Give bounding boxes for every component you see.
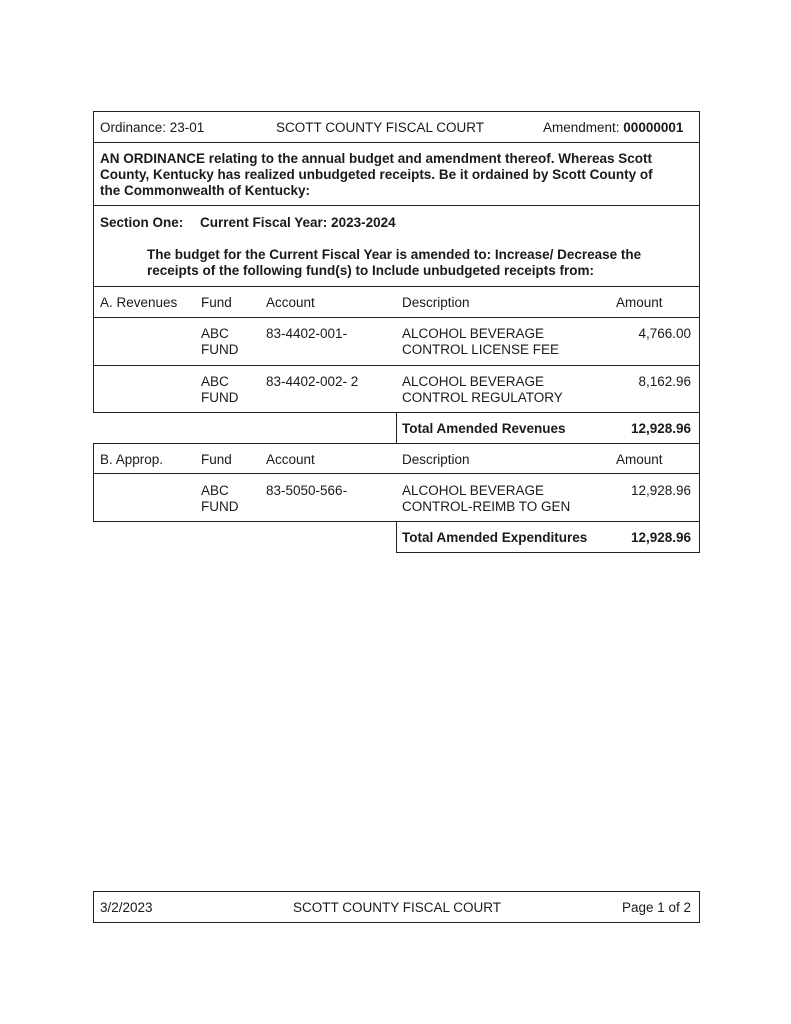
description: ALCOHOL BEVERAGE <box>402 483 545 498</box>
fund: ABC <box>201 326 229 341</box>
approp-col-amount: Amount <box>616 452 663 467</box>
account: 83-5050-566- <box>266 483 348 498</box>
revenues-col-account: Account <box>266 295 315 310</box>
amendment-label: Amendment: <box>543 120 624 135</box>
footer-court-name: SCOTT COUNTY FISCAL COURT <box>293 900 502 915</box>
fiscal-year: Current Fiscal Year: 2023-2024 <box>200 215 396 230</box>
revenues-col-amount: Amount <box>616 295 663 310</box>
amount: 12,928.96 <box>630 483 691 498</box>
preamble-line-1: AN ORDINANCE relating to the annual budget and amendment thereof. Whereas Scott <box>100 151 653 166</box>
total-expenditures-label: Total Amended Expenditures <box>402 530 588 545</box>
total-revenues-label: Total Amended Revenues <box>402 421 566 436</box>
approp-col-fund: Fund <box>201 452 232 467</box>
description: ALCOHOL BEVERAGE <box>402 326 545 341</box>
divider <box>93 142 700 143</box>
revenues-col-description: Description <box>402 295 470 310</box>
fund: FUND <box>201 390 239 405</box>
description: CONTROL-REIMB TO GEN <box>402 499 571 514</box>
revenues-col-category: A. Revenues <box>100 295 178 310</box>
footer-page-number: Page 1 of 2 <box>621 900 691 915</box>
court-name: SCOTT COUNTY FISCAL COURT <box>276 120 485 135</box>
revenues-col-fund: Fund <box>201 295 232 310</box>
fund: FUND <box>201 342 239 357</box>
approp-col-category: B. Approp. <box>100 452 164 467</box>
divider <box>93 286 700 287</box>
preamble-line-3: the Commonwealth of Kentucky: <box>100 183 311 198</box>
description: CONTROL REGULATORY <box>402 390 563 405</box>
total-expenditures-amount: 12,928.96 <box>630 530 691 545</box>
description: ALCOHOL BEVERAGE <box>402 374 545 389</box>
section-statement-line-1: The budget for the Current Fiscal Year is amended to: Increase/ Decrease the <box>147 247 642 262</box>
divider <box>93 205 700 206</box>
account: 83-4402-002- 2 <box>266 374 359 389</box>
section-statement-line-2: receipts of the following fund(s) to Include unbudgeted receipts from: <box>147 263 595 278</box>
preamble-line-2: County, Kentucky has realized unbudgeted receipts. Be it ordained by Scott County of <box>100 167 653 182</box>
description: CONTROL LICENSE FEE <box>402 342 560 357</box>
ordinance-number: Ordinance: 23-01 <box>100 120 205 135</box>
divider <box>93 317 700 318</box>
amount: 4,766.00 <box>638 326 691 341</box>
approp-col-description: Description <box>402 452 470 467</box>
divider <box>93 365 700 366</box>
footer-date: 3/2/2023 <box>100 900 153 915</box>
divider <box>93 473 700 474</box>
fund: ABC <box>201 483 229 498</box>
section-label: Section One: <box>100 215 184 230</box>
amount: 8,162.96 <box>638 374 691 389</box>
total-revenues-amount: 12,928.96 <box>630 421 691 436</box>
fund: FUND <box>201 499 239 514</box>
account: 83-4402-001- <box>266 326 348 341</box>
amendment-value: 00000001 <box>623 120 684 135</box>
fund: ABC <box>201 374 229 389</box>
approp-col-account: Account <box>266 452 315 467</box>
amendment-number <box>543 120 683 136</box>
